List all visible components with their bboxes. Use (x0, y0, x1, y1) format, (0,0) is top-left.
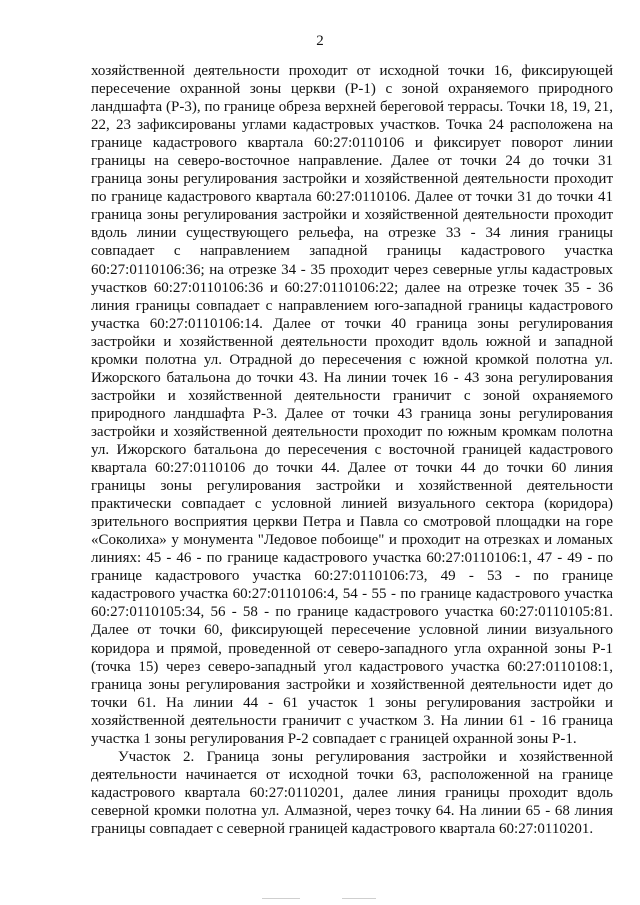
paragraph-continuation: хозяйственной деятельности проходит от исходной точки 16, фиксирующей пересечение охранной зоны церкви (Р-1) с зоной охраняемого природного ландшафта (Р-3), по границе обреза верхней береговой террасы. Точки 18, 19, 21, 22, 23 зафиксированы углами кадастровых участков. Точка 24 расположена на границе кадастрового квартала 60:27:0110106 и фиксирует поворот линии границы на северо-восточное направление. Далее от точки 24 до точки 31 граница зоны регулирования застройки и хозяйственной деятельности проходит по границе кадастрового квартала 60:27:0110106. Далее от точки 31 до точки 41 граница зоны регулирования застройки и хозяйственной деятельности проходит вдоль линии существующего рельефа, на отрезке 33 - 34 линия границы совпадает с направлением западной границы кадастрового участка 60:27:0110106:36; на отрезке 34 - 35 проходит через северные углы кадастровых участков 60:27:0110106:36 и 60:27:0110106:22; далее на отрезке точек 35 - 36 линия границы совпадает с направлением юго-западной границы кадастрового участка 60:27:0110106:14. Далее от точки 40 граница зоны регулирования застройки и хозяйственной деятельности проходит вдоль южной и западной кромки полотна ул. Отрадной до пересечения с южной кромкой полотна ул. Ижорского батальона до точки 43. На линии точек 16 - 43 зона регулирования застройки и хозяйственной деятельности граничит с зоной охраняемого природного ландшафта Р-3. Далее от точки 43 граница зоны регулирования застройки и хозяйственной деятельности проходит по южным кромкам полотна ул. Ижорского батальона до пересечения с восточной границей кадастрового квартала 60:27:0110106 до точки 44. Далее от точки 44 до точки 60 линия границы зоны регулирования застройки и хозяйственной деятельности практически совпадает с условной линией визуального сектора (коридора) зрительного восприятия церкви Петра и Павла со смотровой площадки на горе «Соколиха» у монумента "Ледовое побоище" и проходит на отрезках и ломаных линиях: 45 - 46 - по границе кадастрового участка 60:27:0110106:1, 47 - 49 - по границе кадастрового участка 60:27:0110106:73, 49 - 53 - по границе кадастрового участка 60:27:0110106:4, 54 - 55 - по границе кадастрового участка 60:27:0110105:34, 56 - 58 - по границе кадастрового участка 60:27:0110105:81. Далее от точки 60, фиксирующей пересечение условной линии визуального коридора и прямой, проведенной от северо-западного угла охранной зоны Р-1 (точка 15) через северо-западный угол кадастрового участка 60:27:0110108:1, граница зоны регулирования застройки и хозяйственной деятельности идет до точки 61. На линии 44 - 61 участок 1 зоны регулирования застройки и хозяйственной деятельности граничит с участком 3. На линии 61 - 16 граница участка 1 зоны регулирования Р-2 совпадает с границей охранной зоны Р-1. (91, 63, 613, 747)
footer-divider-right (342, 898, 376, 899)
document-body (91, 62, 613, 838)
footer-divider-left (262, 898, 300, 899)
page-number: 2 (316, 33, 324, 49)
paragraph-section-2: Участок 2. Граница зоны регулирования застройки и хозяйственной деятельности начинается от исходной точки 63, расположенной на границе кадастрового квартала 60:27:0110201, далее линия границы проходит вдоль северной кромки полотна ул. Алмазной, через точку 64. На линии 65 - 68 линия границы совпадает с северной границей кадастрового квартала 60:27:0110201. (91, 748, 613, 837)
